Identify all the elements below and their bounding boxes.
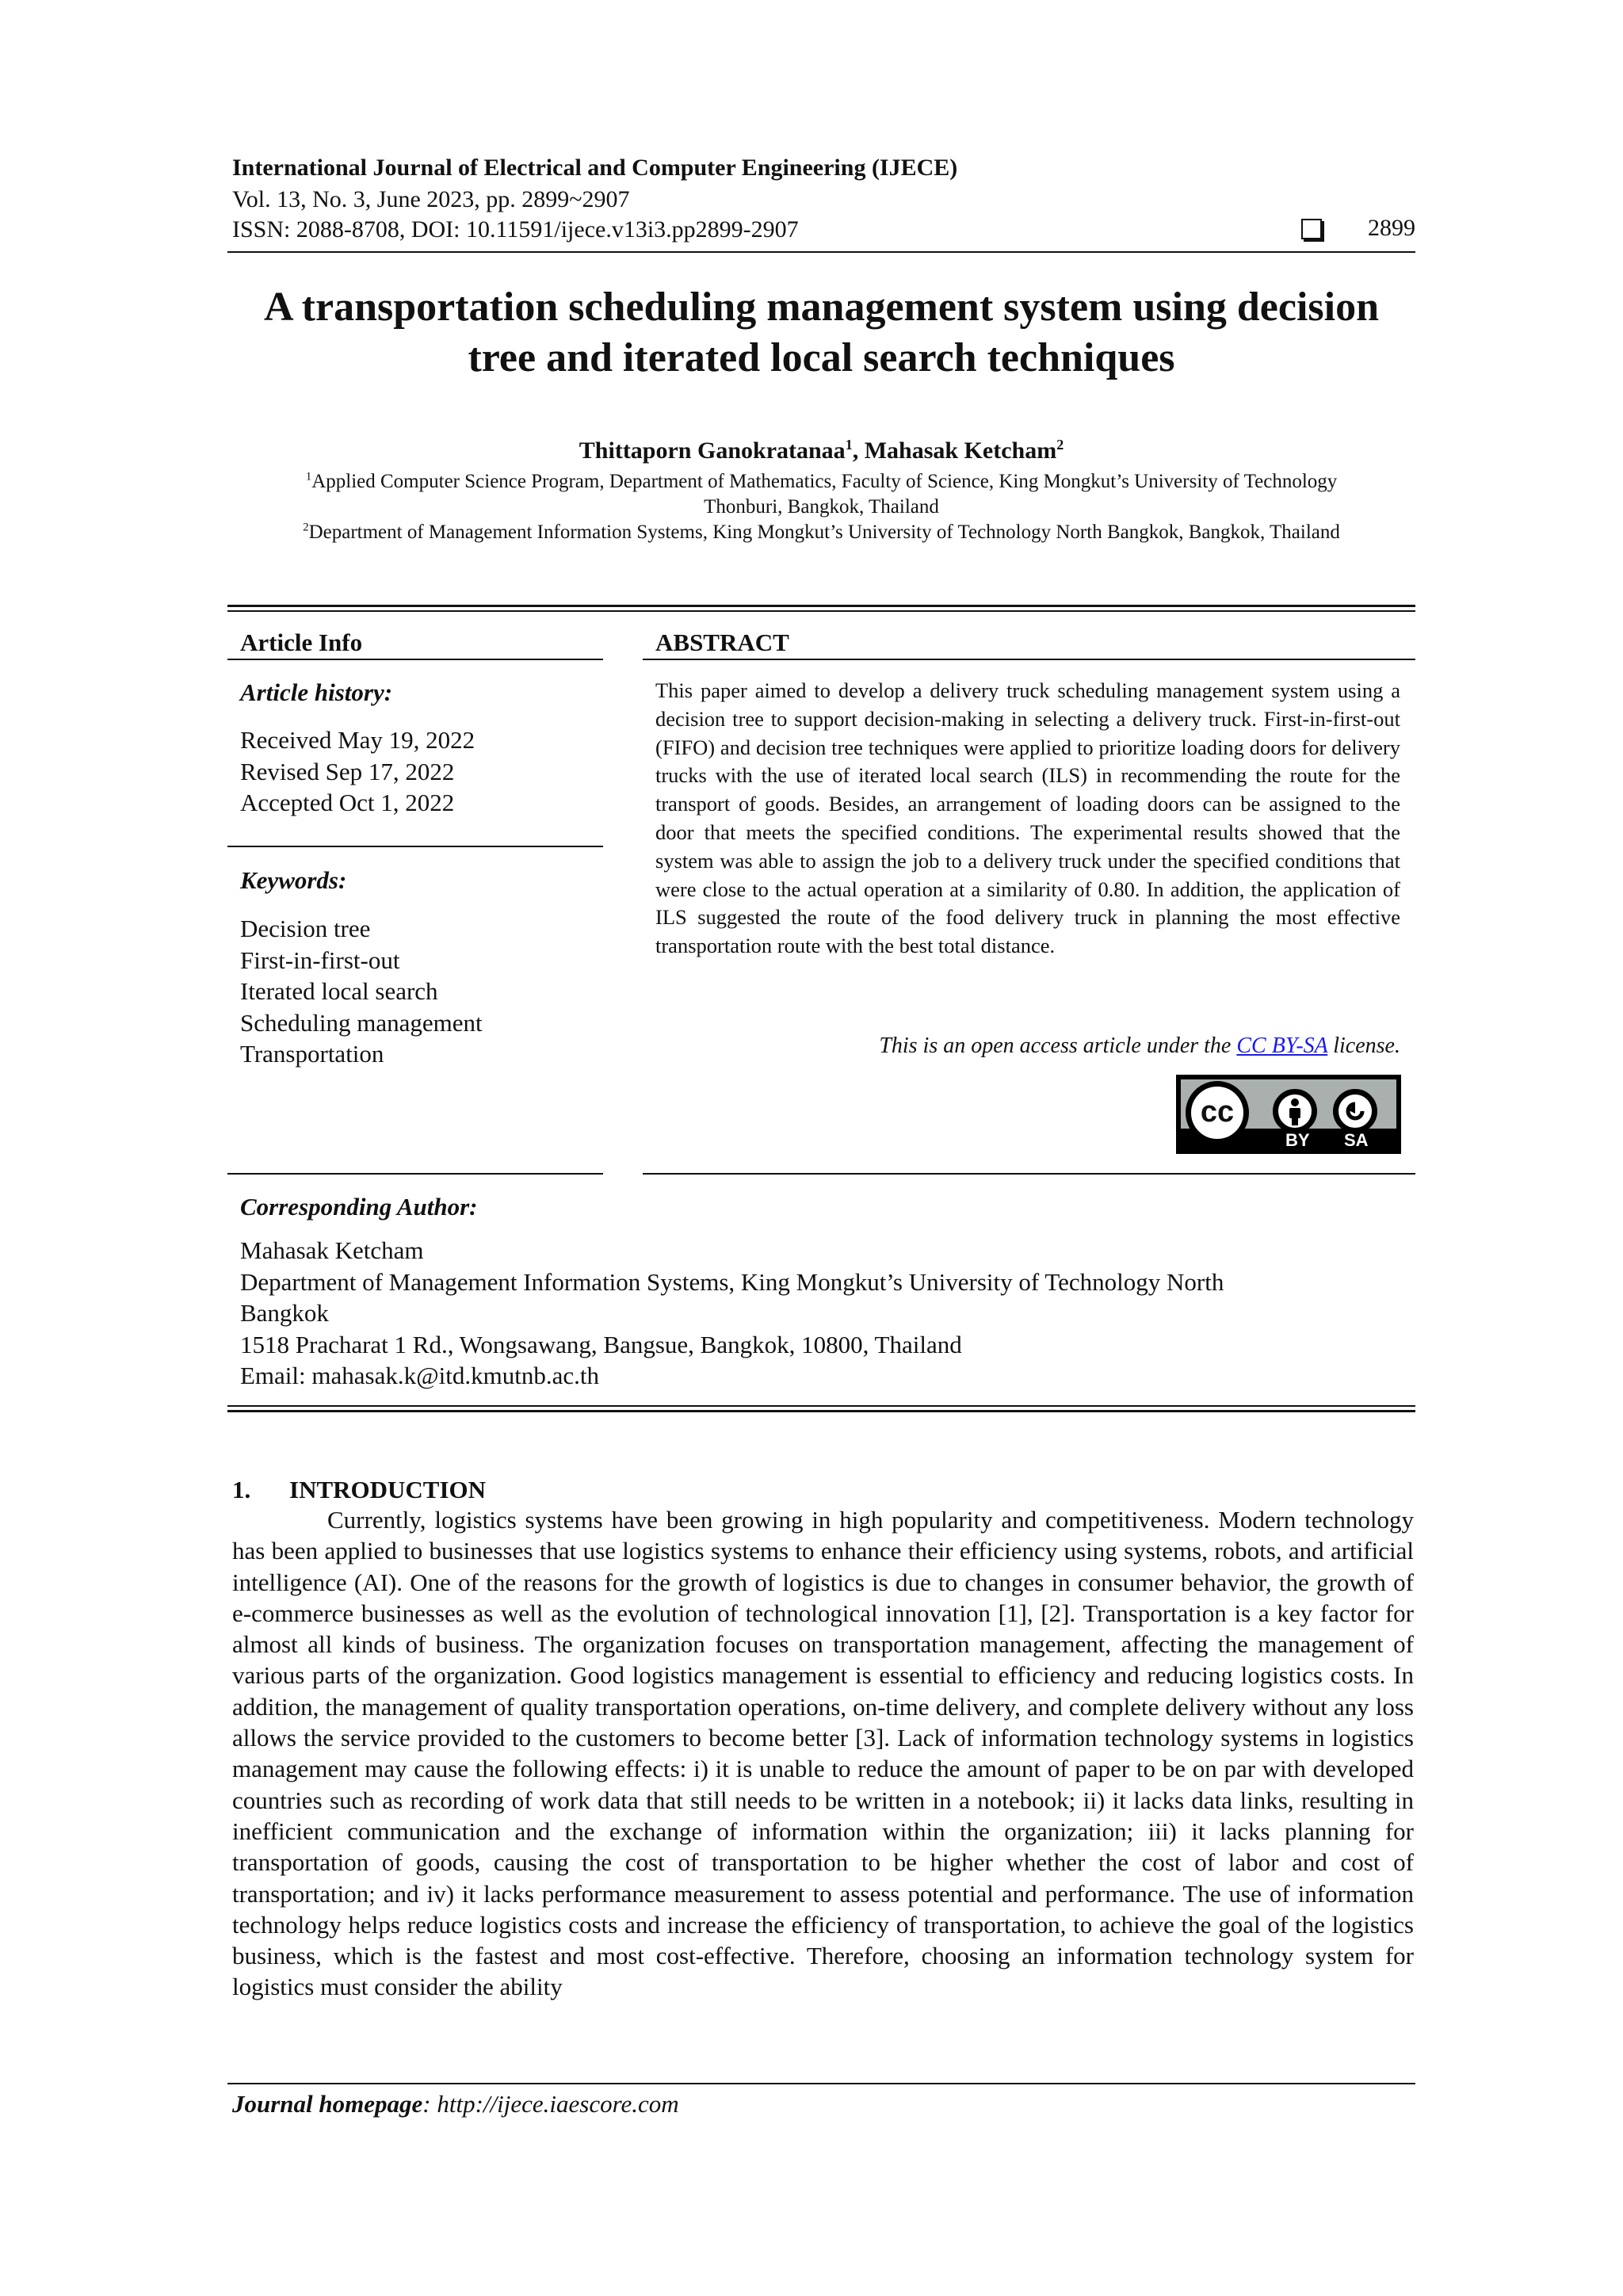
journal-name: International Journal of Electrical and Computer Engineering (IJECE) [232, 155, 958, 181]
license-prefix: This is an open access article under the [879, 1033, 1237, 1058]
license-suffix: license. [1327, 1033, 1400, 1058]
keyword-item: Transportation [240, 1040, 384, 1068]
license-link[interactable]: CC BY-SA [1236, 1033, 1328, 1058]
affiliation-1 [227, 469, 1415, 520]
info-box-top-rule-2 [227, 610, 1415, 612]
section-title: INTRODUCTION [289, 1476, 487, 1503]
cc-by-sa-badge[interactable] [1176, 1075, 1401, 1154]
corresponding-heading: Corresponding Author: [240, 1193, 478, 1221]
corresponding-name: Mahasak Ketcham [240, 1236, 424, 1264]
keyword-item: Scheduling management [240, 1008, 483, 1037]
section-number: 1. [232, 1476, 251, 1503]
affiliation-2-sup: 2 [303, 521, 309, 534]
title-line-2: tree and iterated local search techniques [468, 335, 1175, 380]
affiliation-1-line-1: Applied Computer Science Program, Department of Mathematics, Faculty of Science, King Mongkut’s University of Technology [311, 471, 1338, 492]
article-info-rule [227, 659, 603, 660]
keywords-list [240, 913, 483, 1070]
history-rule [227, 846, 603, 847]
keyword-item: First-in-first-out [240, 946, 400, 974]
abstract-heading: ABSTRACT [655, 628, 789, 656]
keyword-item: Decision tree [240, 915, 371, 942]
corresponding-details [240, 1235, 1397, 1392]
abstract-rule [643, 659, 1415, 660]
author-2-sup: 2 [1056, 437, 1064, 453]
section-heading [232, 1475, 486, 1505]
title-line-1: A transportation scheduling management system using decision [264, 285, 1379, 330]
homepage-url: : http://ijece.iaescore.com [422, 2090, 679, 2118]
article-history-dates [240, 724, 475, 819]
info-box-bottom-rule [227, 1405, 1415, 1407]
abstract-text: This paper aimed to develop a delivery truck scheduling management system using a decision tree to support decision-making in selecting a delivery truck. First-in-first-out (FIFO) and decision tree techniques were applied to prioritize loading doors for delivery trucks with the use of iterated local search (ILS) in recommending the route for the transport of goods. Besides, an arrangement of loading doors can be assigned to the door that meets the specified conditions. The experimental results showed that the system was able to assign the job to a delivery truck under the specified conditions that were close to the actual operation at a similarity of 0.80. In addition, the application of ILS suggested the route of the food delivery truck in planning the most effective transportation route with the best total distance. [655, 678, 1400, 958]
abstract-bottom-rule [643, 1173, 1415, 1175]
corresponding-dept-line-2: Bangkok [240, 1299, 329, 1327]
author-2: Mahasak Ketcham [864, 437, 1057, 464]
share-alike-icon [1333, 1089, 1377, 1133]
license-statement [879, 1032, 1400, 1060]
page-number: 2899 [1368, 215, 1415, 241]
journal-homepage[interactable] [232, 2089, 679, 2119]
affiliation-2-text: Department of Management Information Systems, King Mongkut’s University of Technology North Bangkok, Bangkok, Thailand [308, 521, 1340, 543]
affiliation-1-line-2: Thonburi, Bangkok, Thailand [704, 496, 939, 518]
issn-doi: ISSN: 2088-8708, DOI: 10.11591/ijece.v13i3.pp2899-2907 [232, 216, 799, 243]
revised-date: Revised Sep 17, 2022 [240, 757, 455, 785]
article-history-heading: Article history: [240, 678, 393, 706]
badge-by-label: BY [1285, 1130, 1310, 1150]
paper-title [227, 282, 1415, 384]
badge-sa-label: SA [1344, 1130, 1369, 1150]
keywords-rule [227, 1173, 603, 1175]
homepage-label: Journal homepage [232, 2090, 423, 2118]
author-list [227, 436, 1415, 466]
affiliation-2 [227, 520, 1415, 545]
corresponding-dept-line-1: Department of Management Information Systems, King Mongkut’s University of Technology North [240, 1267, 1224, 1296]
info-box-bottom-rule-2 [227, 1410, 1415, 1412]
received-date: Received May 19, 2022 [240, 726, 475, 754]
volume-info: Vol. 13, No. 3, June 2023, pp. 2899~2907 [232, 186, 630, 212]
checkbox-square-icon [1301, 219, 1322, 239]
keywords-heading: Keywords: [240, 866, 347, 894]
corresponding-address: 1518 Pracharat 1 Rd., Wongsawang, Bangsue, Bangkok, 10800, Thailand [240, 1330, 962, 1358]
affiliation-1-sup: 1 [305, 470, 312, 483]
cc-icon: cc [1186, 1081, 1249, 1144]
attribution-person-icon [1273, 1089, 1317, 1133]
article-info-heading: Article Info [240, 628, 363, 656]
author-1: Thittaporn Ganokratanaa [579, 437, 846, 464]
accepted-date: Accepted Oct 1, 2022 [240, 789, 455, 816]
info-box-top-rule [227, 605, 1415, 607]
introduction-body: Currently, logistics systems have been growing in high popularity and competitiveness. Modern technology has been applied to businesses that use logistics systems to enhance their efficiency using systems, robots, and artificial intelligence (AI). One of the reasons for the growth of logistics is due to changes in consumer behavior, the growth of e-commerce businesses as well as the evolution of technological innovation [1], [2]. Transportation is a key factor for almost all kinds of business. The organization focuses on transportation management, affecting the management of various parts of the organization. Good logistics management is essential to efficiency and reducing logistics costs. In addition, the management of quality transportation operations, on-time delivery, and complete delivery without any loss allows the service provided to the customers to become better [3]. Lack of information technology systems in logistics management may cause the following effects: i) it is unable to reduce the amount of paper to be on par with developed countries such as recording of work data that still needs to be written in a notebook; ii) it lacks data links, resulting in inefficient communication and the exchange of information within the organization; iii) it lacks planning for transportation of goods, causing the cost of transportation to be higher whether the cost of labor and cost of transportation; and iv) it lacks performance measurement to assess potential and performance. The use of information technology helps reduce logistics costs and increase the efficiency of transportation, to achieve the goal of the logistics business, which is the fastest and most cost-effective. Therefore, choosing an information technology system for logistics must consider the ability [232, 1506, 1414, 2001]
author-1-sup: 1 [845, 437, 853, 453]
corresponding-email[interactable]: Email: mahasak.k@itd.kmutnb.ac.th [240, 1362, 599, 1389]
header-rule [227, 251, 1415, 253]
author-separator: , [852, 437, 865, 464]
keyword-item: Iterated local search [240, 977, 438, 1005]
footer-rule [227, 2083, 1415, 2084]
